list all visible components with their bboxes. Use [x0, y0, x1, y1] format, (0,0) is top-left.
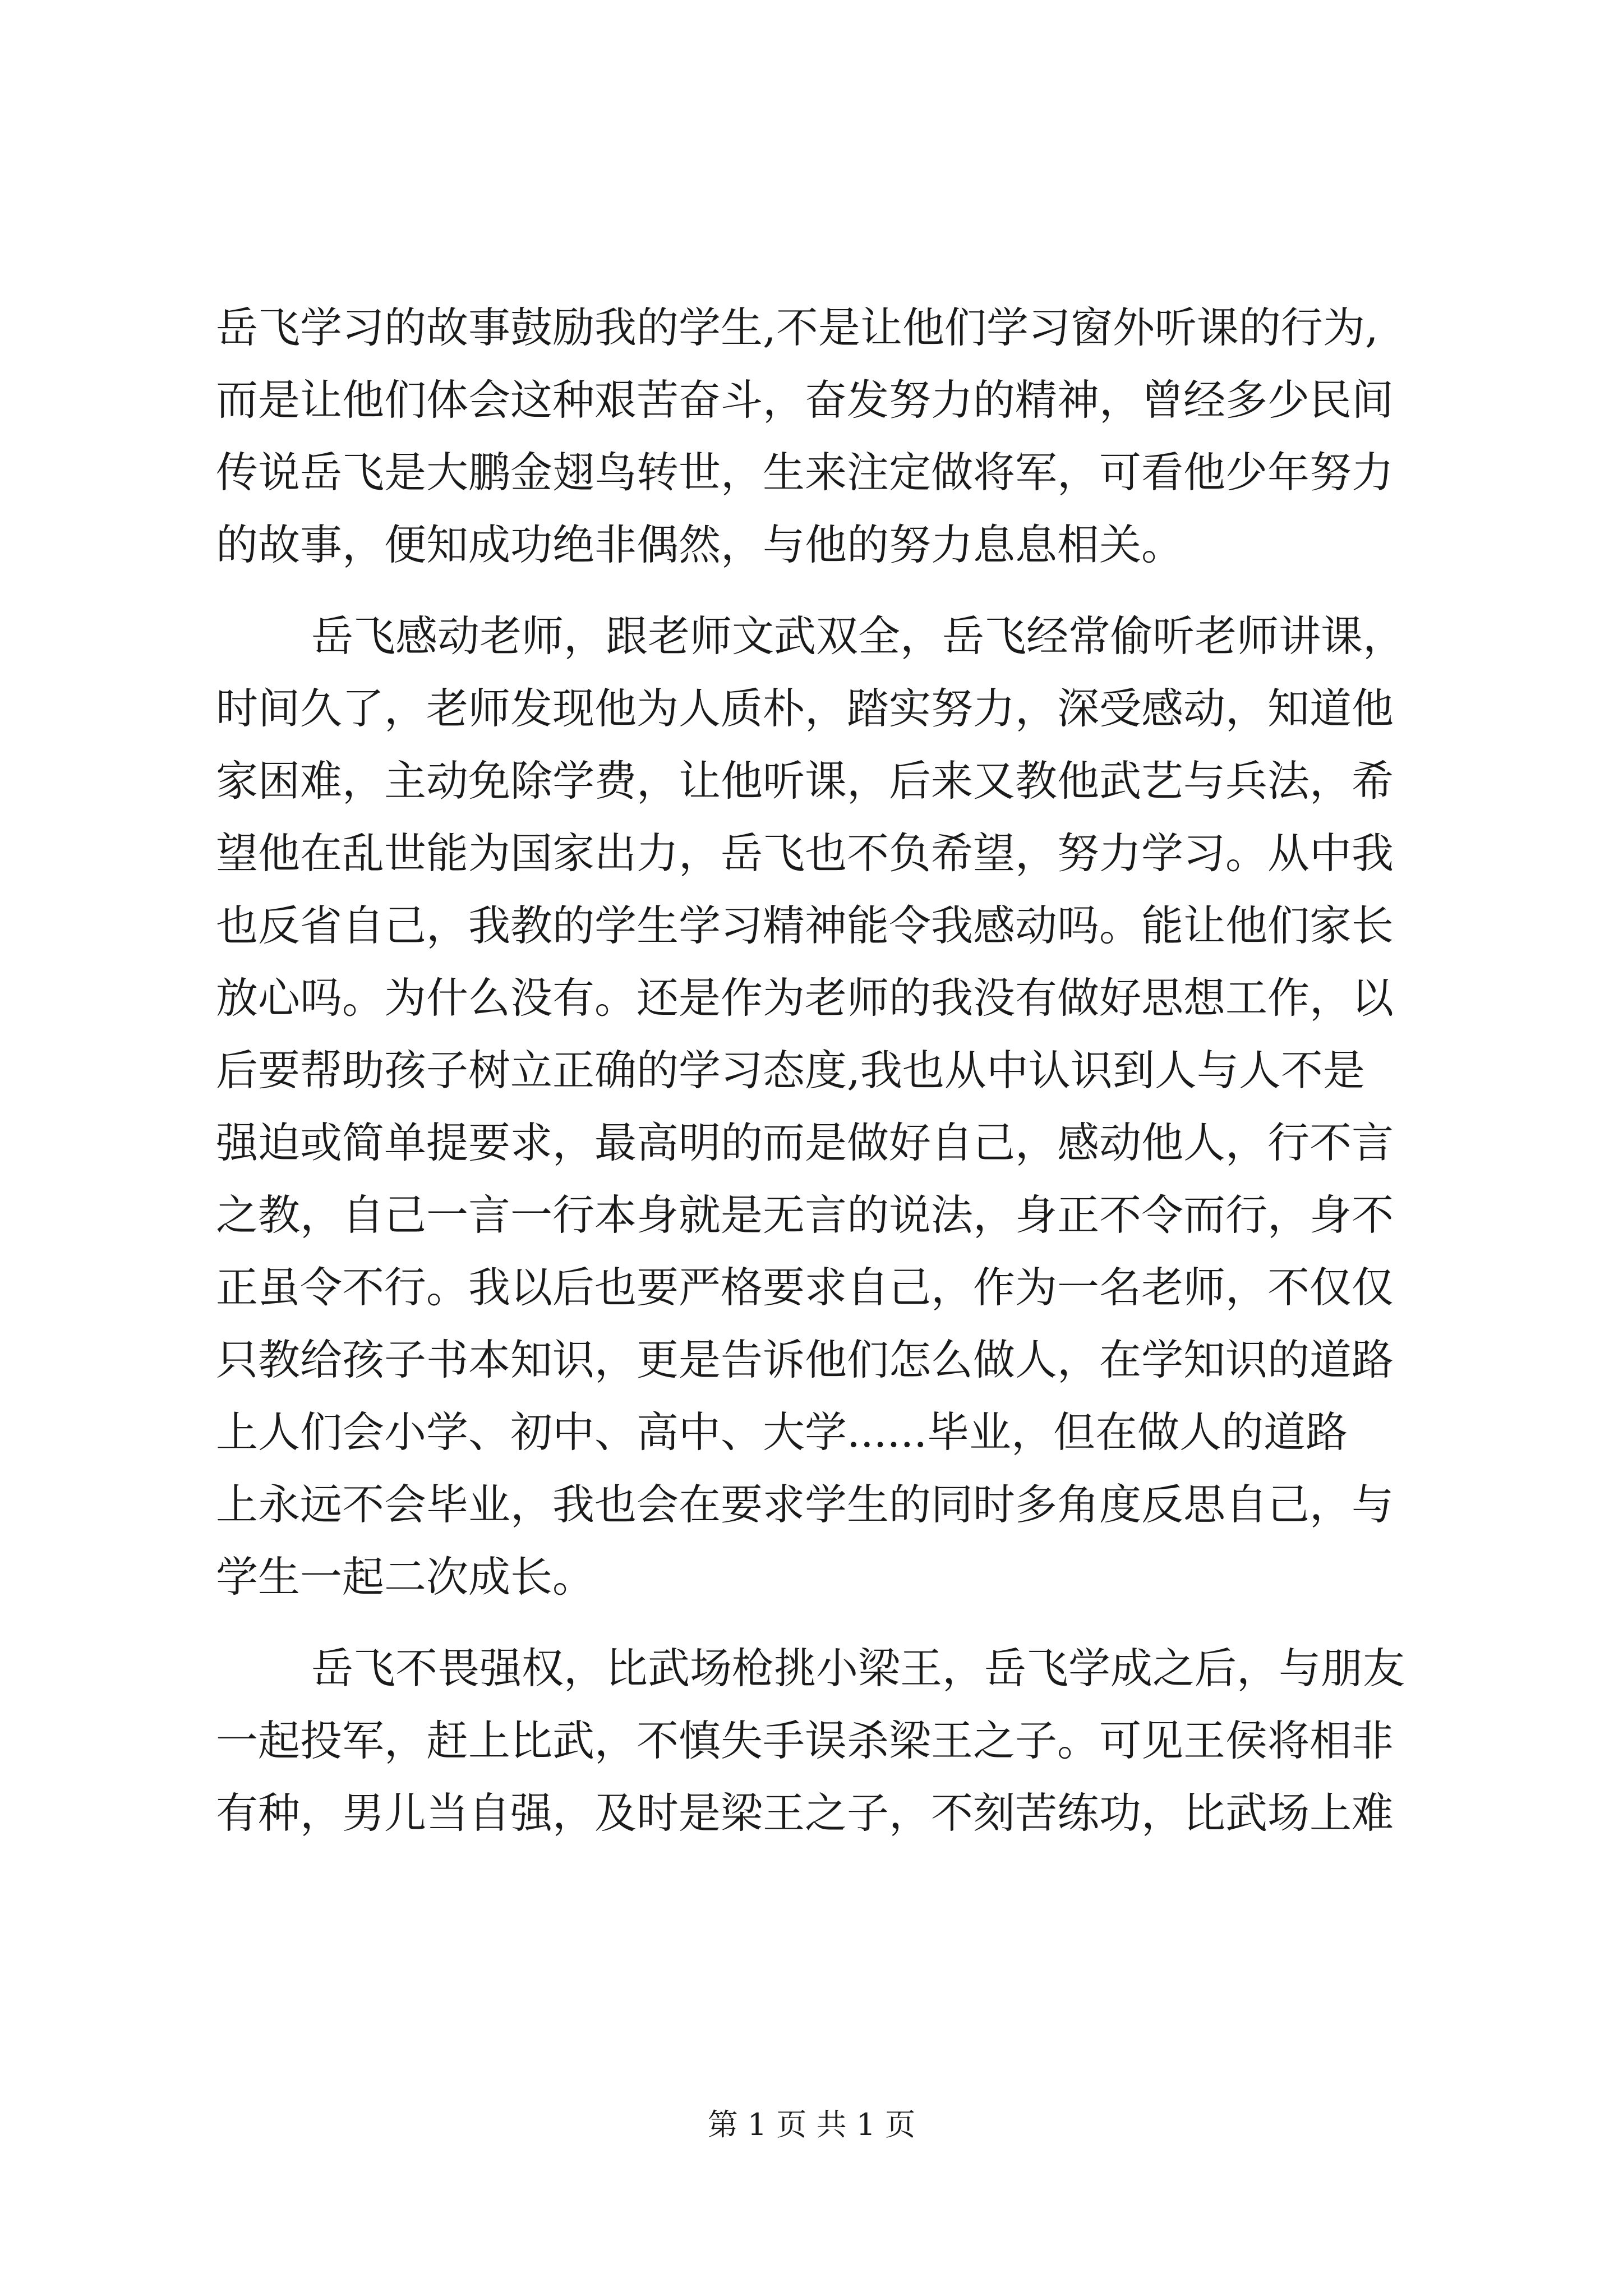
- text-line: 岳飞学习的故事鼓励我的学生,不是让他们学习窗外听课的行为,: [216, 303, 1378, 352]
- text-line: 上人们会小学、初中、高中、大学......毕业，但在做人的道路: [216, 1407, 1348, 1457]
- text-line: 传说岳飞是大鹏金翅鸟转世，生来注定做将军，可看他少年努力: [216, 448, 1394, 497]
- page-footer: 第 1 页 共 1 页: [707, 2107, 916, 2142]
- text-line: 的故事，便知成功绝非偶然，与他的努力息息相关。: [216, 520, 1184, 569]
- text-line: 只教给孩子书本知识，更是告诉他们怎么做人，在学知识的道路: [216, 1335, 1394, 1384]
- document-body: [216, 292, 1455, 1849]
- text-line: 岳飞感动老师，跟老师文武双全，岳飞经常偷听老师讲课，: [311, 611, 1405, 661]
- text-line: 一起投军，赶上比武，不慎失手误杀梁王之子。可见王侯将相非: [216, 1716, 1394, 1765]
- text-line: 望他在乱世能为国家出力，岳飞也不负希望，努力学习。从中我: [216, 829, 1394, 878]
- text-line: 岳飞不畏强权，比武场枪挑小梁王，岳飞学成之后，与朋友: [311, 1644, 1405, 1693]
- text-line: 强迫或简单提要求，最高明的而是做好自己，感动他人，行不言: [216, 1118, 1394, 1167]
- text-line: 而是让他们体会这种艰苦奋斗，奋发努力的精神，曾经多少民间: [216, 375, 1394, 425]
- text-line: 之教，自己一言一行本身就是无言的说法，身正不令而行，身不: [216, 1190, 1394, 1240]
- text-line: 后要帮助孩子树立正确的学习态度,我也从中认识到人与人不是: [216, 1046, 1365, 1095]
- text-line: 上永远不会毕业，我也会在要求学生的同时多角度反思自己，与: [216, 1480, 1394, 1529]
- paragraph-2: [216, 600, 1455, 1613]
- text-line: 也反省自己，我教的学生学习精神能令我感动吗。能让他们家长: [216, 901, 1394, 950]
- text-line: 有种，男儿当自强，及时是梁王之子，不刻苦练功，比武场上难: [216, 1788, 1394, 1838]
- text-line: 正虽令不行。我以后也要严格要求自己，作为一名老师，不仅仅: [216, 1263, 1394, 1312]
- text-line: 学生一起二次成长。: [216, 1552, 595, 1602]
- paragraph-1: [216, 292, 1455, 581]
- paragraph-gap: [216, 581, 1455, 600]
- text-line: 时间久了，老师发现他为人质朴，踏实努力，深受感动，知道他: [216, 684, 1394, 733]
- text-line: 放心吗。为什么没有。还是作为老师的我没有做好思想工作，以: [216, 973, 1394, 1023]
- paragraph-gap: [216, 1613, 1455, 1632]
- text-line: 家困难，主动免除学费，让他听课，后来又教他武艺与兵法，希: [216, 756, 1394, 806]
- paragraph-3: [216, 1632, 1455, 1849]
